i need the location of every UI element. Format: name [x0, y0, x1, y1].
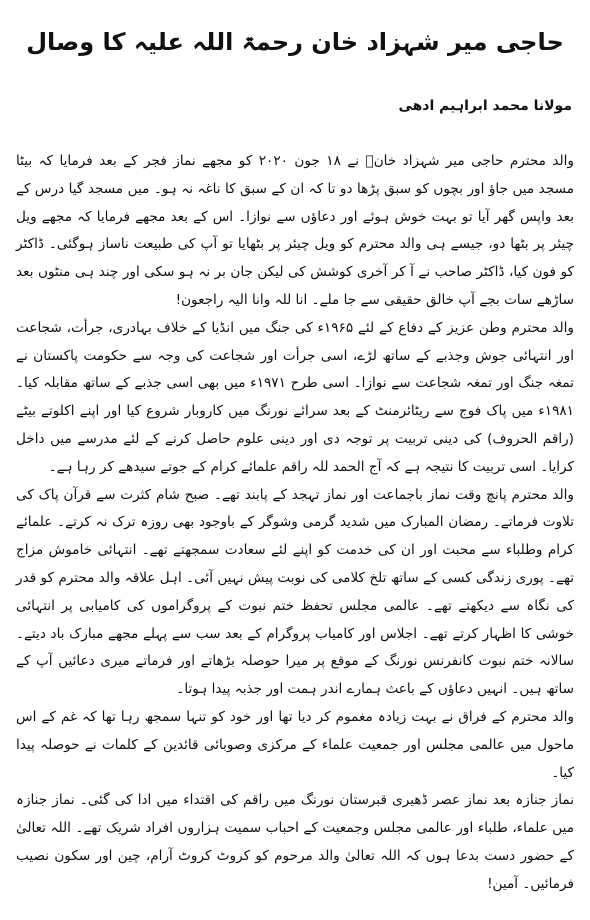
paragraph: والد محترم پانچ وقت نماز باجماعت اور نماز تہجد کے پابند تھے۔ صبح شام کثرت سے قرآن پاک کی تلاوت فرماتے۔ رمضان المبارک میں شدید گرمی وشوگر کے باوجود بھی روزہ ترک نہ کرتے۔ علمائے کرام وطلباء سے محبت اور ان کی خدمت کو اپنے لئے سعادت سمجھتے تھے۔ انتہائی خاموش مزاج تھے۔ پوری زندگی کسی کے ساتھ تلخ کلامی کی نوبت پیش نہیں آئی۔ اہل علاقہ والد محترم کو قدر کی نگاہ سے دیکھتے تھے۔ عالمی مجلس تحفظ ختم نبوت کے پروگراموں کی کامیابی پر انتہائی خوشی کا اظہار کرتے تھے۔ اجلاس اور کامیاب پروگرام کے بعد سب سے پہلے مجھے مبارک باد دیتے۔ سالانہ ختم نبوت کانفرنس نورنگ کے موقع پر میرا حوصلہ بڑھاتے اور فرماتے میری دعائیں آپ کے ساتھ ہیں۔ انہیں دعاؤں کے باعث ہمارے اندر ہمت اور جذبہ پیدا ہوتا۔: [16, 486, 574, 698]
paragraph: نماز جنازہ بعد نماز عصر ڈھیری قبرستان نورنگ میں راقم کی اقتداء میں ادا کی گئی۔ نماز جنازہ میں علماء، طلباء اور عالمی مجلس وجمعیت کے احباب سمیت ہزاروں افراد شریک تھے۔ اللہ تعالیٰ کے حضور دست بدعا ہوں کہ اللہ تعالیٰ والد مرحوم کو کروٹ کروٹ آرام، چین اور سکون نصیب فرمائیں۔ آمین!: [16, 792, 574, 892]
paragraph: والد محترم کے فراق نے بہت زیادہ مغموم کر دیا تھا اور خود کو تنہا سمجھ رہا تھا کہ غم کے اس ماحول میں عالمی مجلس اور جمعیت علماء کے مرکزی وصوبائی قائدین کے کلمات نے حوصلہ پیدا کیا۔: [16, 708, 574, 781]
article-body: [16, 148, 574, 899]
paragraph: والد محترم وطن عزیز کے دفاع کے لئے ۱۹۶۵ء کی جنگ میں انڈیا کے خلاف بہادری، جرأت، شجاعت اور انتہائی جوش وجذبے کے ساتھ لڑے، اسی جرأت اور شجاعت کی وجہ سے حکومت پاکستان نے تمغہ جنگ اور تمغہ شجاعت سے نوازا۔ اسی طرح ۱۹۷۱ء میں بھی اسی جذبے کے ساتھ مقابلہ کیا۔ ۱۹۸۱ء میں پاک فوج سے ریٹائرمنٹ کے بعد سرائے نورنگ میں کاروبار شروع کیا اور اپنے اکلوتے بیٹے (راقم الحروف) کی دینی تربیت پر توجہ دی اور دینی علوم حاصل کرنے کے لئے مدرسے میں داخل کرایا۔ اسی تربیت کا نتیجہ ہے کہ آج الحمد للہ راقم علمائے کرام کے جوتے سیدھے کر رہا ہے۔: [16, 319, 574, 475]
paragraph: والد محترم حاجی میر شہزاد خانؒ نے ۱۸ جون ۲۰۲۰ کو مجھے نماز فجر کے بعد فرمایا کہ بیٹا مسجد میں جاؤ اور بچوں کو سبق پڑھا دو تا کہ ان کے سبق کا ناغہ نہ ہو۔ میں مسجد گیا درس کے بعد واپس گھر آیا تو بہت خوش ہوئے اور دعاؤں سے نوازا۔ اس کے بعد مجھے فرمایا کہ مجھے ویل چیئر پر بٹھا دو، جیسے ہی والد محترم کو ویل چیئر پر بٹھایا تو آپ کی طبیعت ناساز ہوگئی۔ ڈاکٹر کو فون کیا، ڈاکٹر صاحب نے آ کر آخری کوشش کی لیکن جان بر نہ ہو سکی اور چند ہی منٹوں بعد ساڑھے سات بجے آپ خالق حقیقی سے جا ملے۔ انا للہ وانا الیہ راجعون!: [16, 153, 574, 308]
article-author: مولانا محمد ابراہیم ادھی: [398, 98, 572, 114]
article-title: حاجی میر شہزاد خان رحمۃ اللہ علیہ کا وصال: [26, 28, 564, 56]
